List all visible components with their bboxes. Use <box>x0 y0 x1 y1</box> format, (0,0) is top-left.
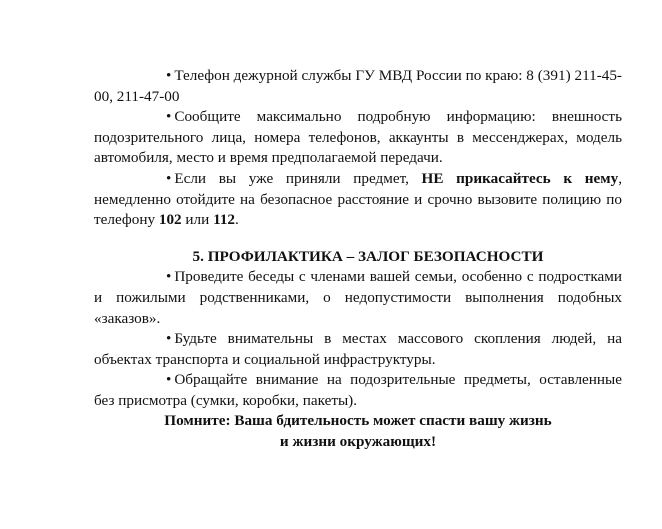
bullet-icon: • <box>166 330 172 348</box>
police-phone-102: 102 <box>158 211 182 229</box>
reminder-line-2: и жизни окружающих! <box>279 432 437 450</box>
reminder-block <box>94 411 622 452</box>
do-not-touch-text-start: Если вы уже приняли предмет, <box>174 169 422 187</box>
duty-phone-text: Телефон дежурной службы ГУ МВД России по краю: 8 (391) 211-45-00, 211-47-00 <box>94 67 622 105</box>
or-text: или <box>181 211 214 229</box>
suspicious-items-text: Обращайте внимание на подозрительные предметы, оставленные без присмотра (сумки, коробки, пакеты). <box>94 371 622 409</box>
suspicious-items-paragraph <box>94 370 622 411</box>
bullet-icon: • <box>166 108 172 126</box>
sentence-end: . <box>235 211 239 229</box>
crowd-attention-text: Будьте внимательны в местах массового скопления людей, на объектах транспорта и социальной инфраструктуры. <box>94 330 622 368</box>
section-title: 5. ПРОФИЛАКТИКА – ЗАЛОГ БЕЗОПАСНОСТИ <box>192 247 544 265</box>
reminder-line-1: Помните: Ваша бдительность может спасти вашу жизнь <box>164 412 552 429</box>
report-info-text: Сообщите максимально подробную информацию: внешность подозрительного лица, номера телефонов, аккаунты в мессенджерах, модель автомобиля, место и время предполагаемой передачи. <box>94 108 622 167</box>
bullet-icon: • <box>166 169 172 187</box>
crowd-attention-paragraph <box>94 329 622 370</box>
do-not-touch-paragraph <box>94 169 622 231</box>
bullet-icon: • <box>166 371 172 389</box>
emergency-phone-112: 112 <box>213 211 236 229</box>
document-body <box>94 66 622 412</box>
bullet-icon: • <box>166 268 172 286</box>
report-info-paragraph <box>94 107 622 169</box>
family-talk-paragraph <box>94 267 622 329</box>
family-talk-text: Проведите беседы с членами вашей семьи, особенно с подростками и пожилыми родственниками, о недопустимости выполнения подобных «заказов». <box>94 268 622 327</box>
do-not-touch-text-middle: , немедленно отойдите на безопасное расстояние и срочно вызовите полицию по телефону <box>94 169 622 229</box>
bullet-icon: • <box>166 67 172 84</box>
do-not-touch-warning: НЕ прикасайтесь к нему <box>421 169 619 187</box>
phone-paragraph <box>94 66 622 107</box>
